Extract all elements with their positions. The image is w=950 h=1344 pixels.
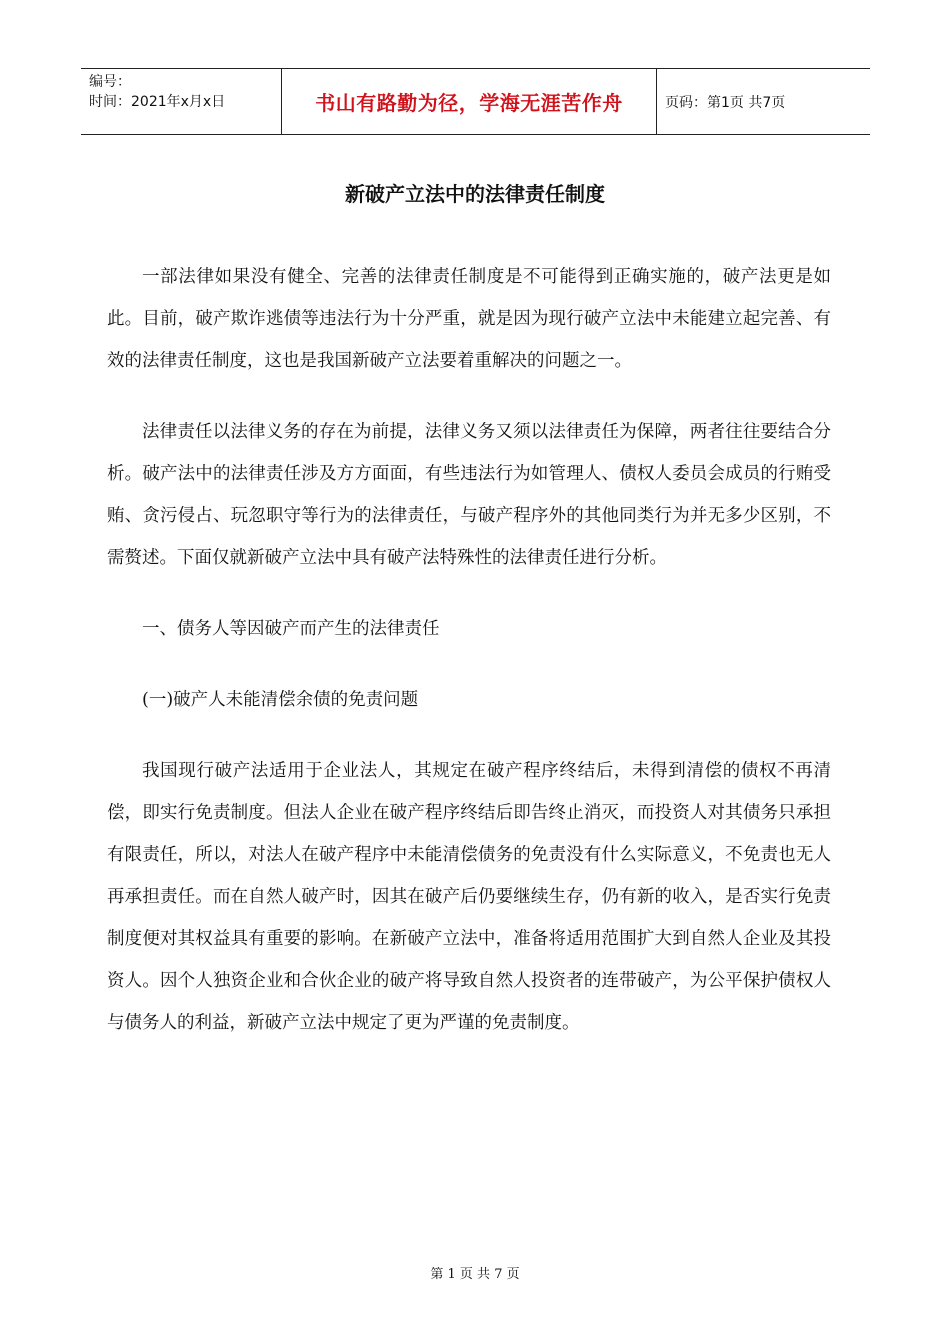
header-page-info: 页码：第1页 共7页 (665, 94, 786, 111)
section-heading-1: 一、债务人等因破产而产生的法律责任 (142, 619, 440, 639)
paragraph-1: 一部法律如果没有健全、完善的法律责任制度是不可能得到正确实施的，破产法更是如此。目前，破产欺诈逃债等违法行为十分严重，就是因为现行破产立法中未能建立起完善、有效的法律责任制度，这也是我国新破产立法要着重解决的问题之一。 (107, 267, 831, 371)
header-meta-cell (81, 69, 282, 134)
paragraph-3: 我国现行破产法适用于企业法人，其规定在破产程序终结后，未得到清偿的债权不再清偿，即实行免责制度。但法人企业在破产程序终结后即告终止消灭，而投资人对其债务只承担有限责任，所以，对法人在破产程序中未能清偿债务的免责没有什么实际意义，不免责也无人再承担责任。而在自然人破产时，因其在破产后仍要继续生存，仍有新的收入，是否实行免责制度便对其权益具有重要的影响。在新破产立法中，准备将适用范围扩大到自然人企业及其投资人。因个人独资企业和合伙企业的破产将导致自然人投资者的连带破产，为公平保护债权人与债务人的利益，新破产立法中规定了更为严谨的免责制度。 (107, 761, 831, 1033)
page-footer: 第 1 页 共 7 页 (430, 1267, 520, 1282)
header-motto: 书山有路勤为径，学海无涯苦作舟 (282, 69, 657, 134)
document-date-label: 时间：2021年x月x日 (89, 94, 226, 110)
subsection-heading-1: (一)破产人未能清偿余债的免责问题 (142, 690, 419, 710)
document-body (107, 256, 831, 1044)
paragraph-2: 法律责任以法律义务的存在为前提，法律义务又须以法律责任为保障，两者往往要结合分析。破产法中的法律责任涉及方方面面，有些违法行为如管理人、债权人委员会成员的行贿受贿、贪污侵占、玩忽职守等行为的法律责任，与破产程序外的其他同类行为并无多少区别，不需赘述。下面仅就新破产立法中具有破产法特殊性的法律责任进行分析。 (107, 422, 831, 568)
document-number-label: 编号： (89, 74, 131, 90)
header-table (81, 68, 870, 135)
document-title: 新破产立法中的法律责任制度 (345, 182, 605, 206)
